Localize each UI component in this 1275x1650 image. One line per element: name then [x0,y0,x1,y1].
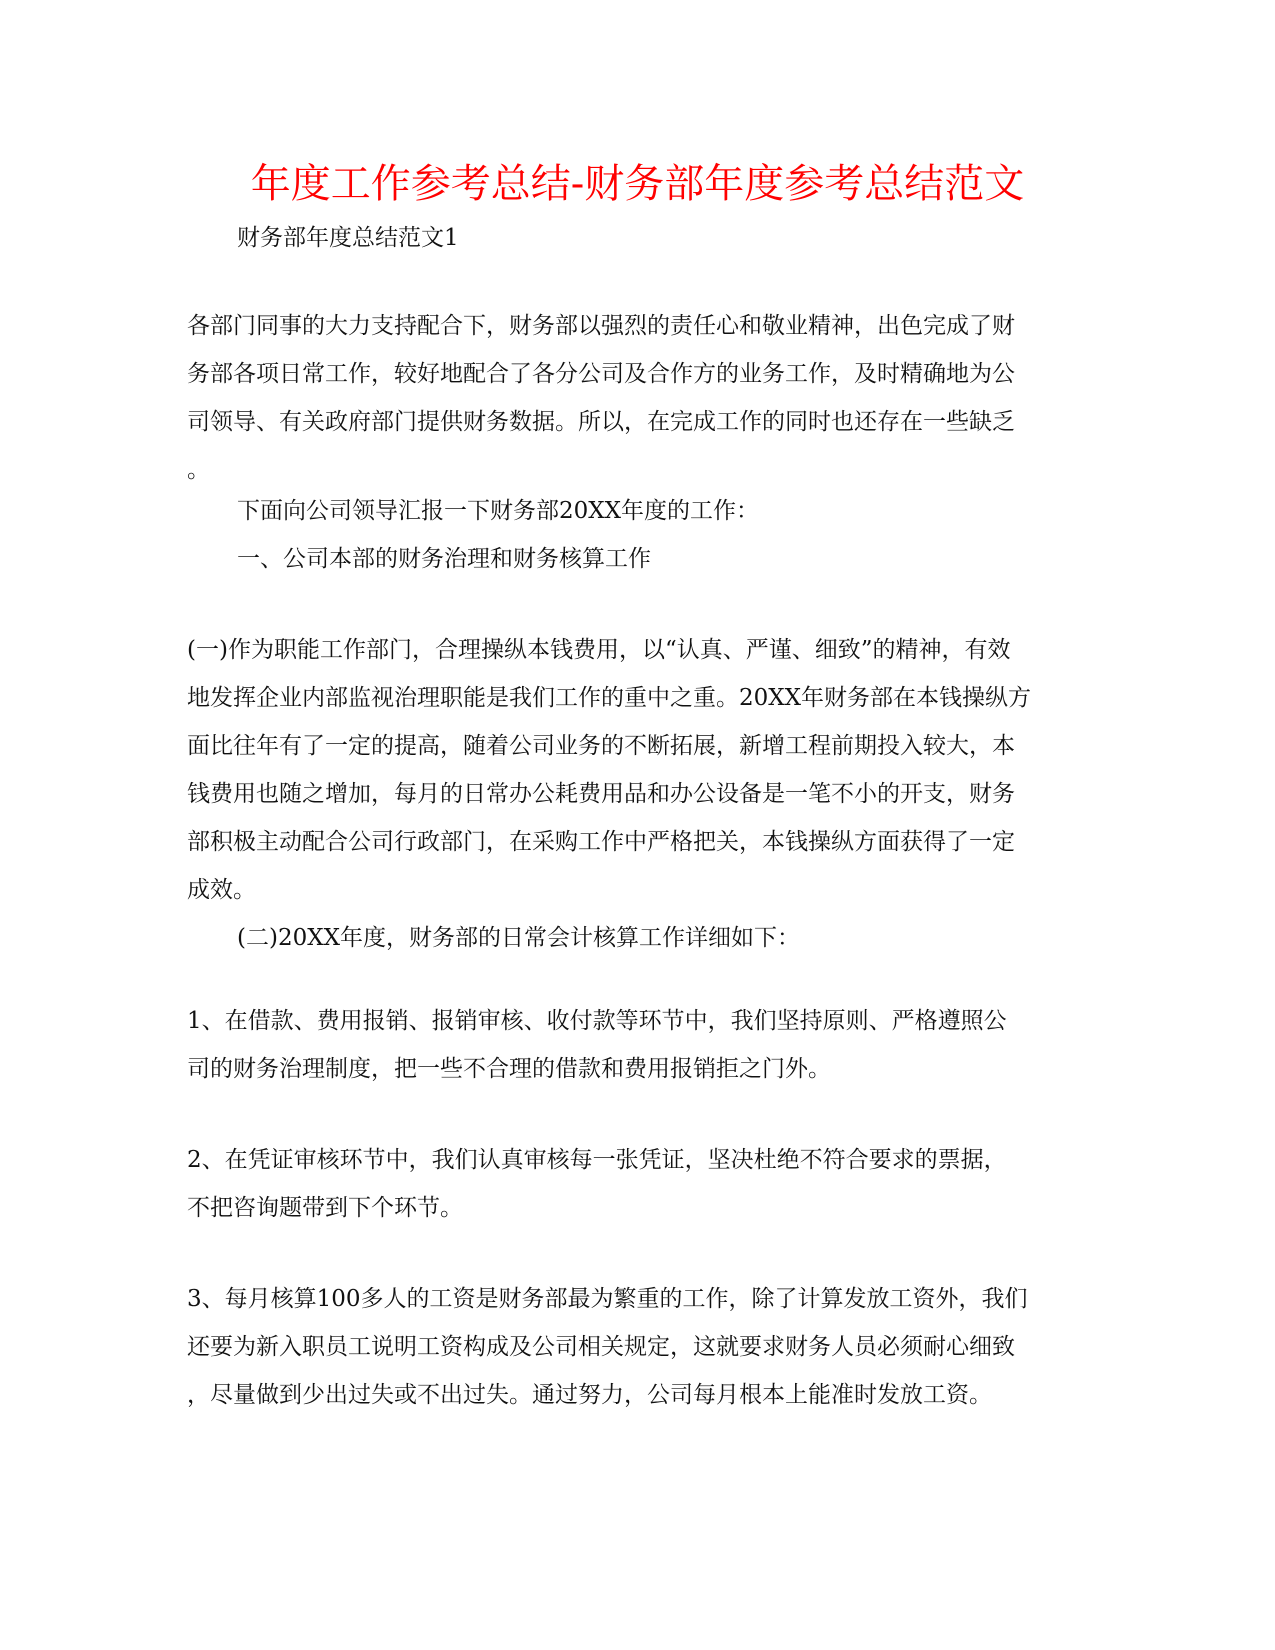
subtitle-block [187,214,1087,262]
paragraph-line: 各部门同事的大力支持配合下，财务部以强烈的责任心和敬业精神，出色完成了财 [187,313,1015,339]
paragraph-line: 地发挥企业内部监视治理职能是我们工作的重中之重。20XX年财务部在本钱操纵方 [187,685,1032,711]
paragraph-line: 司领导、有关政府部门提供财务数据。所以，在完成工作的同时也还存在一些缺乏 [187,409,1015,435]
paragraph-line: 部积极主动配合公司行政部门，在采购工作中严格把关，本钱操纵方面获得了一定 [187,829,1015,855]
list-item-1 [187,997,1087,1093]
paragraph-line: ，尽量做到少出过失或不出过失。通过努力，公司每月根本上能准时发放工资。 [187,1382,992,1408]
paragraph-line: 1、在借款、费用报销、报销审核、收付款等环节中，我们坚持原则、严格遵照公 [187,1008,1007,1034]
paragraph-line: 成效。 [187,877,256,903]
document-subtitle: 财务部年度总结范文1 [237,225,459,251]
paragraph-line: 3、每月核算100多人的工资是财务部最为繁重的工作，除了计算发放工资外，我们 [187,1286,1028,1312]
paragraph-line: 务部各项日常工作，较好地配合了各分公司及合作方的业务工作，及时精确地为公 [187,361,1015,387]
paragraph-line: 钱费用也随之增加，每月的日常办公耗费用品和办公设备是一笔不小的开支，财务 [187,781,1015,807]
paragraph-line: 2、在凭证审核环节中，我们认真审核每一张凭证，坚决杜绝不符合要求的票据， [187,1147,1007,1173]
paragraph-intro [187,302,1087,494]
report-intro: 下面向公司领导汇报一下财务部20XX年度的工作： [237,498,760,524]
paragraph-line: 不把咨询题带到下个环节。 [187,1195,463,1221]
paragraph-line: 面比往年有了一定的提高，随着公司业务的不断拓展，新增工程前期投入较大，本 [187,733,1015,759]
report-intro-block [187,487,1087,583]
paragraph-cost-control [187,626,1087,962]
paragraph-line: 。 [187,457,210,483]
list-item-2 [187,1136,1087,1232]
list-item-3 [187,1275,1087,1419]
paragraph-line: (一)作为职能工作部门，合理操纵本钱费用，以“认真、严谨、细致”的精神，有效 [187,637,1011,663]
paragraph-line: 司的财务治理制度，把一些不合理的借款和费用报销拒之门外。 [187,1056,831,1082]
sub-heading: (二)20XX年度，财务部的日常会计核算工作详细如下： [237,925,800,951]
section-heading: 一、公司本部的财务治理和财务核算工作 [237,546,651,572]
document-title: 年度工作参考总结-财务部年度参考总结范文 [250,161,1025,207]
paragraph-line: 还要为新入职员工说明工资构成及公司相关规定，这就要求财务人员必须耐心细致 [187,1334,1015,1360]
